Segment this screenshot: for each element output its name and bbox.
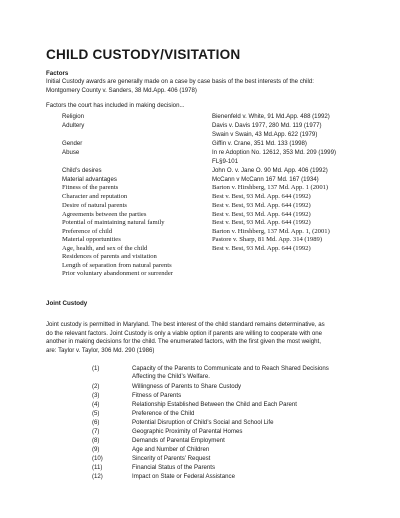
list-number: (6) (92, 419, 100, 426)
factor-name: Potential of maintaining natural family (62, 219, 165, 226)
list-number: (3) (92, 392, 100, 399)
joint-custody-heading: Joint Custody (46, 300, 88, 307)
list-text: Fitness of Parents (132, 392, 182, 399)
list-number: (1) (92, 365, 100, 372)
factor-name: Prior voluntary abandonment or surrender (62, 270, 173, 277)
factor-case: Barton v. Hirshberg, 137 Md. App. 1, (2001) (212, 228, 330, 235)
factor-name: Residences of parents and visitation (62, 253, 157, 260)
factors-intro-line: Initial Custody awards are generally made on a case by case basis of the best interests of the child: (46, 78, 314, 85)
factor-case: Giffin v. Crane, 351 Md. 133 (1998) (212, 140, 307, 147)
factor-case: McCann v McCann 167 Md. 167 (1934) (212, 176, 319, 183)
factors-lead (46, 102, 368, 111)
factors-intro (46, 78, 368, 95)
factor-case: In re Adoption No. 12612, 353 Md. 209 (1999) (212, 149, 336, 156)
factor-name: Abuse (62, 149, 80, 156)
factor-case: FL§9-101 (212, 158, 239, 165)
factor-name: Preference of child (62, 228, 113, 235)
factor-name: Age, health, and sex of the child (62, 245, 148, 252)
list-number: (4) (92, 401, 100, 408)
factor-case: Swain v Swain, 43 Md.App. 622 (1979) (212, 131, 318, 138)
factor-name: Character and reputation (62, 193, 128, 200)
factor-case: Barton v. Hirshberg, 137 Md. App. 1 (2001) (212, 184, 329, 191)
list-number: (10) (92, 455, 103, 462)
joint-paragraph-line: another in making decisions for the child. The enumerated factors, with the first given the most weight, (46, 338, 321, 346)
factor-name: Gender (62, 140, 83, 147)
list-text: Relationship Established Between the Child and Each Parent (132, 401, 297, 408)
factor-case: Bienenfeld v. White, 91 Md.App. 488 (1992) (212, 113, 330, 120)
factor-case: Best v. Best, 93 Md. App. 644 (1992) (212, 202, 311, 209)
joint-paragraph-line: do the relevant factors. Joint Custody is only a viable option if parents are willing to cooperate with one (46, 329, 323, 337)
factor-name: Adultery (62, 122, 85, 129)
list-text: Sincerity of Parents’ Request (132, 455, 211, 462)
list-number: (5) (92, 410, 100, 417)
list-number: (9) (92, 446, 100, 453)
page-title: CHILD CUSTODY/VISITATION (46, 47, 241, 62)
joint-paragraph-line: are: Taylor v. Taylor, 306 Md. 290 (1986) (46, 346, 155, 354)
factor-case: Best v. Best, 93 Md. App. 644 (1992) (212, 211, 311, 218)
factors-heading: Factors (46, 70, 69, 77)
factors-lead-text: Factors the court has included in making decision... (46, 102, 185, 109)
factor-case: John O. v. Jane O. 90 Md. App. 406 (1992) (212, 167, 328, 174)
joint-paragraph-line: Joint custody is permitted in Maryland. The best interest of the child standard remains determinative, as (46, 321, 325, 328)
list-text: Age and Number of Children (132, 446, 210, 453)
list-text: Willingness of Parents to Share Custody (132, 383, 242, 390)
factor-name: Religion (62, 113, 85, 120)
factor-name: Child’s desires (62, 167, 102, 174)
list-text: Potential Disruption of Child’s Social and School Life (132, 419, 274, 426)
list-text (132, 365, 329, 382)
list-text-line: Affecting the Child’s Welfare. (132, 373, 210, 381)
list-number: (7) (92, 428, 100, 435)
factor-name: Length of separation from natural parents (62, 262, 172, 269)
factor-name: Material opportunities (62, 236, 121, 243)
list-text: Impact on State or Federal Assistance (132, 473, 235, 480)
factor-case: Best v. Best, 93 Md. App. 644 (1992) (212, 245, 311, 252)
joint-custody-paragraph (46, 321, 368, 355)
list-text: Geographic Proximity of Parental Homes (132, 428, 243, 435)
factor-name: Fitness of the parents (62, 184, 119, 191)
list-text: Financial Status of the Parents (132, 464, 215, 471)
factors-intro-line: Montgomery County v. Sanders, 38 Md.App. 406 (1978) (46, 86, 197, 94)
factor-case: Pastore v. Sharp, 81 Md. App. 314 (1989) (212, 236, 323, 243)
list-number: (12) (92, 473, 103, 480)
factor-case: Best v. Best, 93 Md. App. 644 (1992) (212, 219, 311, 226)
list-number: (11) (92, 464, 103, 471)
list-number: (2) (92, 383, 100, 390)
list-text-line: Capacity of the Parents to Communicate and to Reach Shared Decisions (132, 365, 329, 372)
list-number: (8) (92, 437, 100, 444)
factor-case: Best v. Best, 93 Md. App. 644 (1992) (212, 193, 311, 200)
factor-name: Desire of natural parents (62, 202, 127, 209)
factor-name: Material advantages (62, 176, 117, 183)
list-text: Preference of the Child (132, 410, 195, 417)
factor-case: Davis v. Davis 1977, 280 Md. 119 (1977) (212, 122, 322, 129)
factor-name: Agreements between the parties (62, 211, 147, 218)
list-text: Demands of Parental Employment (132, 437, 225, 444)
